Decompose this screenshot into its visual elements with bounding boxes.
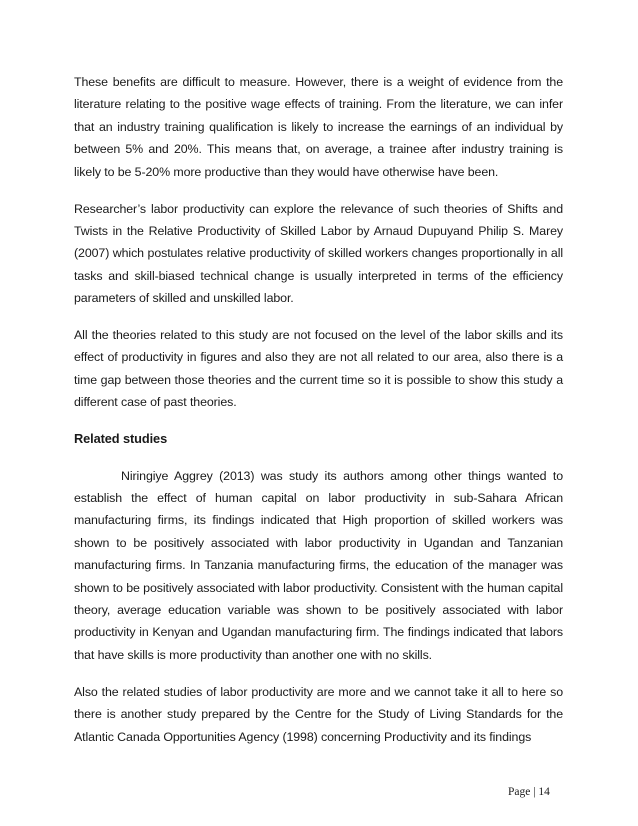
paragraph-benefits: These benefits are difficult to measure. However, there is a weight of evidence from the literature relating to the positive wage effects of training. From the literature, we can infer that an industry training qualification is likely to increase the earnings of an individual by between 5% and 20%. This means that, on average, a trainee after industry training is likely to be 5-20% more productive than they would have otherwise have been. [74, 75, 563, 179]
paragraph-theories: All the theories related to this study are not focused on the level of the labor skills and its effect of productivity in figures and also they are not all related to our area, also there is a time gap between those theories and the current time so it is possible to show this study a different case of past theories. [74, 328, 563, 410]
paragraph-researcher: Researcher’s labor productivity can explore the relevance of such theories of Shifts and Twists in the Relative Productivity of Skilled Labor by Arnaud Dupuyand Philip S. Marey (2007) which postulates relative productivity of skilled workers changes proportionally in all tasks and skill-biased technical change is usually interpreted in terms of the efficiency parameters of skilled and unskilled labor. [74, 201, 563, 306]
paragraph-related-studies: Also the related studies of labor productivity are more and we cannot take it all to here so there is another study prepared by the Centre for the Study of Living Standards for the Atlantic Canada Opportunities Agency (1998) concerning Productivity and its findings [74, 684, 563, 744]
paragraph-niringiye: Niringiye Aggrey (2013) was study its authors among other things wanted to establish the effect of human capital on labor productivity in sub-Sahara African manufacturing firms, its findings indicated that High proportion of skilled workers was shown to be positively associated with labor productivity in Ugandan and Tanzanian manufacturing firms. In Tanzania manufacturing firms, the education of the manager was shown to be positively associated with labor productivity. Consistent with the human capital theory, average education variable was shown to be positively associated with labor productivity in Kenyan and Ugandan manufacturing firm. The findings indicated that labors that have skills is more productivity than another one with no skills. [74, 468, 563, 662]
page-number: Page | 14 [508, 786, 550, 798]
page-body [74, 71, 563, 762]
section-heading-related-studies: Related studies [74, 431, 168, 447]
